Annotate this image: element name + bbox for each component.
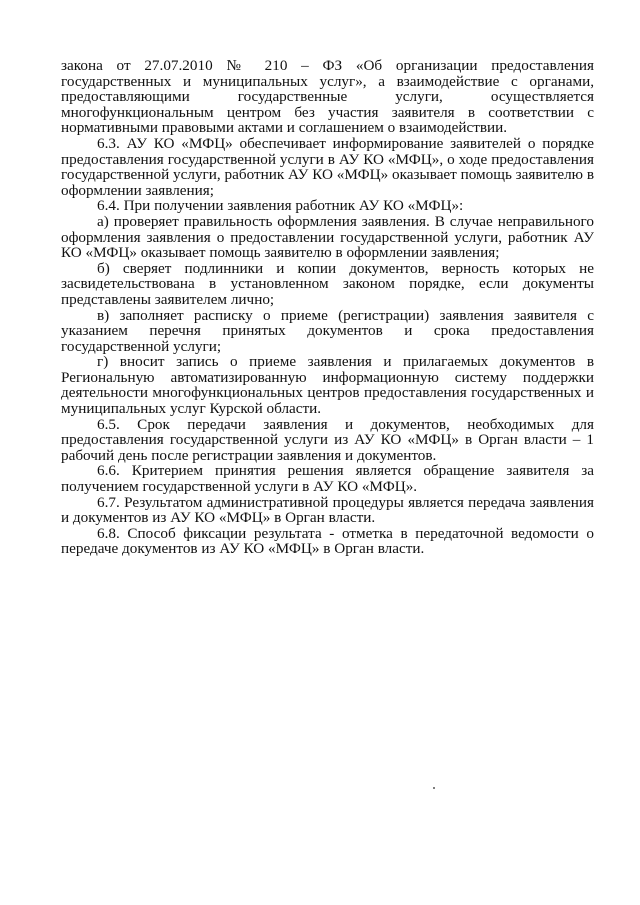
paragraph-6-4: 6.4. При получении заявления работник АУ КО «МФЦ»: (97, 197, 464, 215)
paragraph-6-3: 6.3. АУ КО «МФЦ» обеспечивает информирование заявителей о порядке предоставления государственной услуги в АУ КО «МФЦ», о ходе предоставления государственной услуги, работник АУ КО «МФЦ» оказывает помощь заявителю в оформлении заявления; (61, 134, 594, 199)
paragraph-6-6: 6.6. Критерием принятия решения является обращение заявителя за получением государственной услуги в АУ КО «МФЦ». (61, 462, 594, 496)
paragraph-6-7: 6.7. Результатом административной процедуры является передача заявления и документов из АУ КО «МФЦ» в Орган власти. (61, 493, 594, 527)
paragraph-6-4-a: а) проверяет правильность оформления заявления. В случае неправильного оформления заявления о предоставлении государственной услуги, работник АУ КО «МФЦ» оказывает помощь заявителю в оформлении заявления; (61, 212, 594, 262)
paragraph-6-5: 6.5. Срок передачи заявления и документов, необходимых для предоставления государственной услуги из АУ КО «МФЦ» в Орган власти – 1 рабочий день после регистрации заявления и документов. (61, 415, 594, 464)
paragraph-6-4-v: в) заполняет расписку о приеме (регистрации) заявления заявителя с указанием перечня принятых документов и срока предоставления государственной услуги; (61, 306, 594, 355)
scan-speck (433, 787, 435, 789)
document-body (61, 58, 594, 557)
paragraph-law-reference: закона от 27.07.2010 № 210 – ФЗ «Об организации предоставления государственных и муниципальных услуг», а взаимодействие с органами, предоставляющими государственные услуги, осуществляется многофункциональным центром без участия заявителя в соответствии с нормативными правовыми актами и соглашением о взаимодействии. (61, 57, 594, 137)
paragraph-6-4-g: г) вносит запись о приеме заявления и прилагаемых документов в Региональную автоматизированную информационную систему поддержки деятельности многофункциональных центров предоставления государственных и муниципальных услуг Курской области. (61, 353, 594, 418)
paragraph-6-4-b: б) сверяет подлинники и копии документов, верность которых не засвидетельствована в установленном законом порядке, если документы представлены заявителем лично; (61, 259, 594, 308)
paragraph-6-8: 6.8. Способ фиксации результата - отметка в передаточной ведомости о передаче документов из АУ КО «МФЦ» в Орган власти. (61, 524, 594, 558)
